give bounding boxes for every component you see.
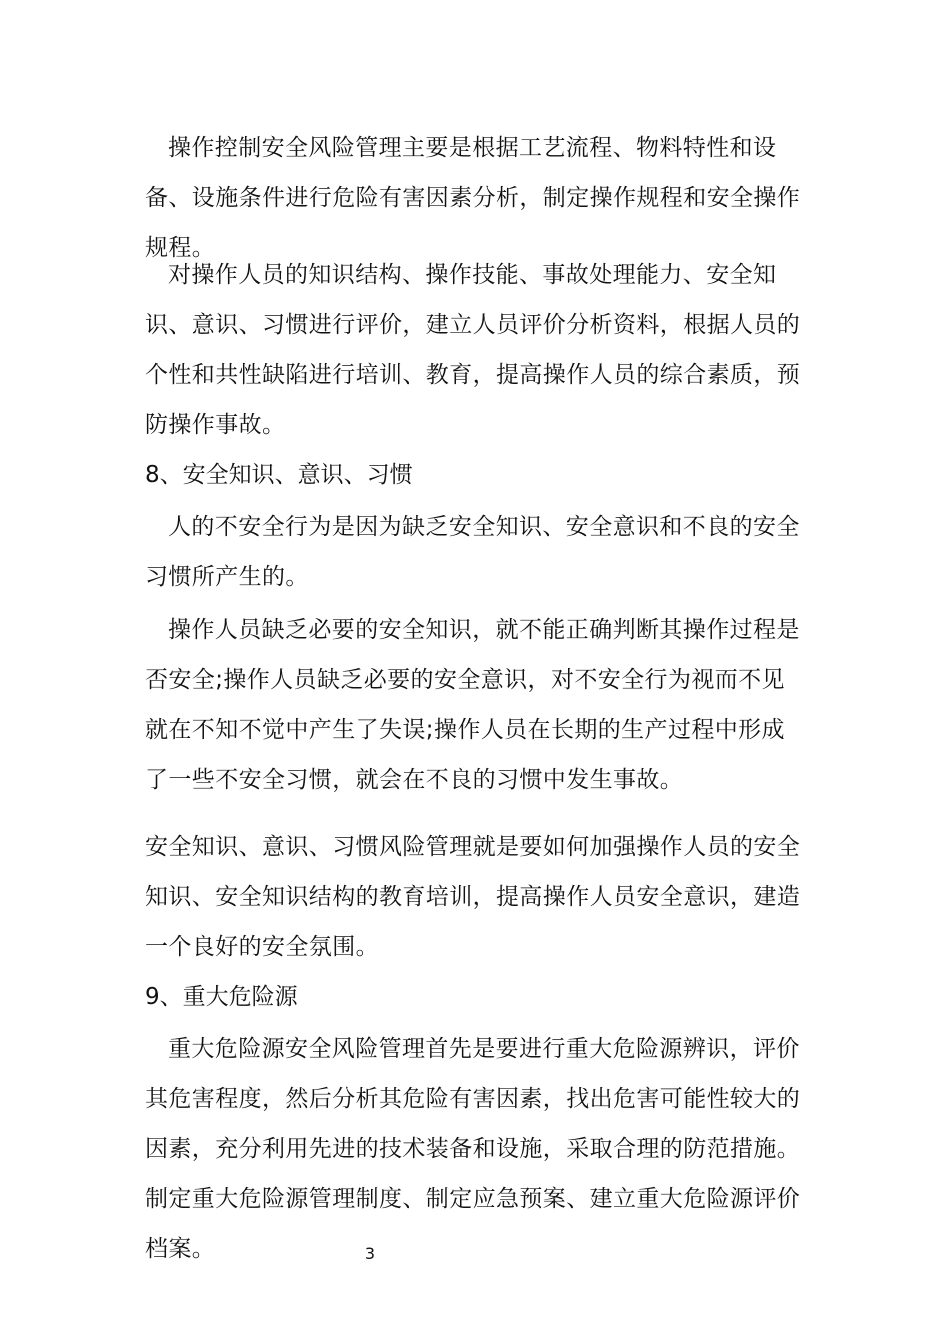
paragraph-major-hazard: 重大危险源安全风险管理首先是要进行重大危险源辨识，评价其危害程度，然后分析其危险有害因素，找出危害可能性较大的因素，充分利用先进的技术装备和设施，采取合理的防范措施。制定重大危险源管理制度、制定应急预案、建立重大危险源评价档案。: [145, 1036, 801, 1262]
paragraph-operator-lack-knowledge: 操作人员缺乏必要的安全知识，就不能正确判断其操作过程是否安全;操作人员缺乏必要的安全意识，对不安全行为视而不见就在不知不觉中产生了失误;操作人员在长期的生产过程中形成了一些不安全习惯，就会在不良的习惯中发生事故。: [145, 617, 800, 793]
paragraph-operator-evaluation: 对操作人员的知识结构、操作技能、事故处理能力、安全知识、意识、习惯进行评价，建立人员评价分析资料，根据人员的个性和共性缺陷进行培训、教育，提高操作人员的综合素质，预防操作事故。: [145, 262, 801, 438]
page-number: 3: [364, 1244, 376, 1263]
paragraph-unsafe-behavior: 人的不安全行为是因为缺乏安全知识、安全意识和不良的安全习惯所产生的。: [145, 514, 800, 590]
section-heading-8: 8、安全知识、意识、习惯: [145, 462, 413, 488]
section-heading-9: 9、重大危险源: [145, 984, 298, 1010]
paragraph-knowledge-risk-management: 安全知识、意识、习惯风险管理就是要如何加强操作人员的安全知识、安全知识结构的教育培训，提高操作人员安全意识，建造一个良好的安全氛围。: [145, 834, 801, 960]
paragraph-operation-control: 操作控制安全风险管理主要是根据工艺流程、物料特性和设备、设施条件进行危险有害因素分析，制定操作规程和安全操作规程。: [145, 135, 801, 261]
